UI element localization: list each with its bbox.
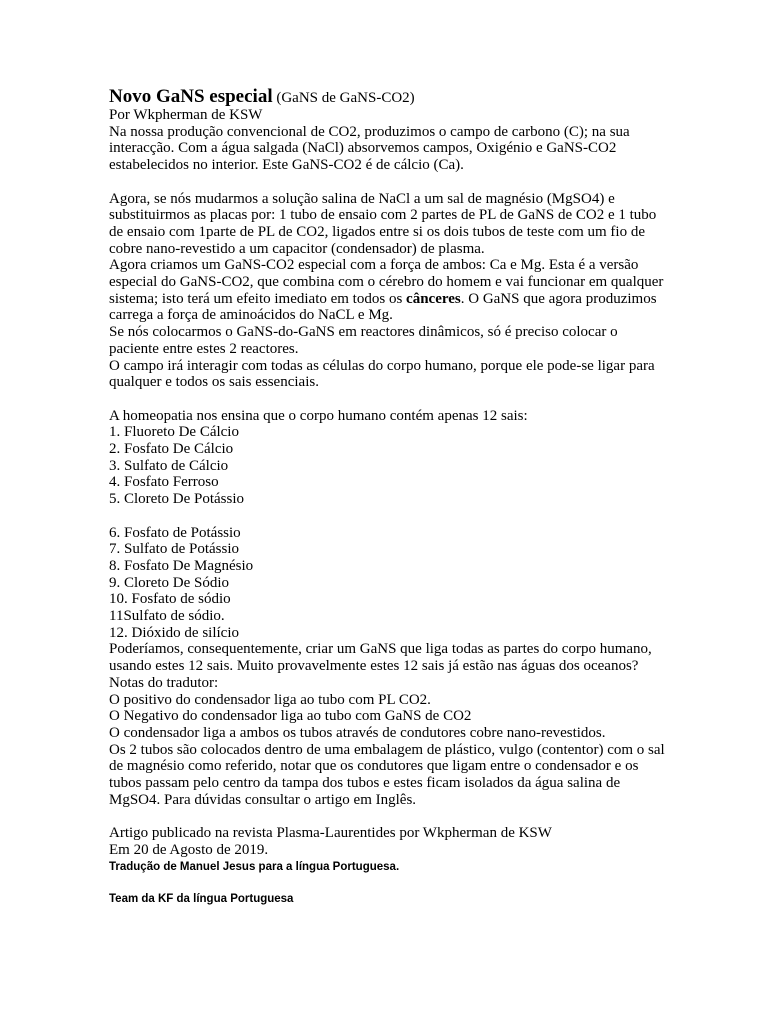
salts-list-2: [109, 525, 669, 642]
special-text-after: . O GaNS que agora produzimos carrega a força de aminoácidos do NaCL e Mg.: [109, 290, 657, 324]
intro-paragraph: Na nossa produção convencional de CO2, produzimos o campo de carbono (C); na sua interacção. Com a água salgada (NaCl) absorvemos campos, Oxigénio e GaNS-CO2 estabelecidos no interior. Este GaNS-CO2 é de cálcio (Ca).: [109, 123, 630, 174]
list-item: 10. Fosfato de sódio: [109, 591, 231, 608]
title-sub: (GaNS de GaNS-CO2): [276, 90, 415, 106]
list-item: 12. Dióxido de silício: [109, 624, 239, 641]
list-item: 6. Fosfato de Potássio: [109, 524, 241, 541]
list-item: 4. Fosfato Ferroso: [109, 474, 219, 491]
salts-list-1: [109, 424, 669, 508]
list-item: 11Sulfato de sódio.: [109, 608, 225, 625]
list-item: 1. Fluoreto De Cálcio: [109, 424, 239, 441]
reactors-paragraph: Se nós colocarmos o GaNS-do-GaNS em reactores dinâmicos, só é preciso colocar o paciente entre estes 2 reactores.: [109, 324, 618, 357]
translator-notes-heading: Notas do tradutor:: [109, 674, 219, 691]
document-body: [109, 86, 669, 907]
spacer: [109, 391, 669, 408]
team-line: Team da KF da língua Portuguesa: [109, 893, 294, 906]
translator-note: O condensador liga a ambos os tubos através de condutores cobre nano-revestidos.: [109, 724, 606, 741]
list-item: 3. Sulfato de Cálcio: [109, 457, 229, 474]
list-item: 2. Fosfato De Cálcio: [109, 441, 234, 458]
change-paragraph: Agora, se nós mudarmos a solução salina de NaCl a um sal de magnésio (MgSO4) e substituirmos as placas por: 1 tubo de ensaio com 2 partes de PL de GaNS de CO2 e 1 tubo de ensaio com 1parte de PL de CO2, ligados entre si os dois tubos de teste com um fio de cobre nano-revestido a um capacitor (condensador) de plasma.: [109, 190, 657, 257]
spacer: [109, 808, 669, 825]
spacer: [109, 875, 669, 892]
list-item: 5. Cloreto De Potássio: [109, 491, 244, 508]
title-main: Novo GaNS especial: [109, 86, 273, 107]
field-paragraph: O campo irá interagir com todas as células do corpo humano, porque ele pode-se ligar para qualquer e todos os sais essenciais.: [109, 357, 655, 391]
homeopathy-intro: A homeopatia nos ensina que o corpo humano contém apenas 12 sais:: [109, 407, 528, 424]
date-line: Em 20 de Agosto de 2019.: [109, 841, 269, 858]
translator-note: O positivo do condensador liga ao tubo com PL CO2.: [109, 691, 431, 708]
special-paragraph: [109, 257, 669, 324]
document-title: [109, 86, 669, 109]
translator-note: O Negativo do condensador liga ao tubo com GaNS de CO2: [109, 708, 472, 725]
list-item: 8. Fosfato De Magnésio: [109, 557, 254, 574]
spacer: [109, 508, 669, 525]
author-line: Por Wkpherman de KSW: [109, 107, 263, 123]
list-item: 7. Sulfato de Potássio: [109, 541, 239, 558]
published-line: Artigo publicado na revista Plasma-Laurentides por Wkpherman de KSW: [109, 825, 552, 842]
list-item: 9. Cloreto De Sódio: [109, 574, 229, 591]
could-paragraph: Poderíamos, consequentemente, criar um GaNS que liga todas as partes do corpo humano, usando estes 12 sais. Muito provavelmente estes 12 sais já estão nas águas dos oceanos?: [109, 641, 652, 675]
special-text-bold: cânceres: [406, 290, 461, 307]
translator-note: Os 2 tubos são colocados dentro de uma embalagem de plástico, vulgo (contentor) com o sal de magnésio como referido, notar que os condutores que ligam entre o condensador e os tubos passam pelo centro da tampa dos tubos e estes ficam isolados da água salina de MgSO4. Para dúvidas consultar o artigo em Inglês.: [109, 741, 665, 808]
spacer: [109, 174, 669, 191]
special-text-before: Agora criamos um GaNS-CO2 especial com a força de ambos: Ca e Mg. Esta é a versão especial do GaNS-CO2, que combina com o cérebro do homem e vai funcionar em qualquer sistema; isto terá um efeito imediato em todos os: [109, 257, 664, 307]
translation-credit: Tradução de Manuel Jesus para a língua Portuguesa.: [109, 860, 400, 873]
